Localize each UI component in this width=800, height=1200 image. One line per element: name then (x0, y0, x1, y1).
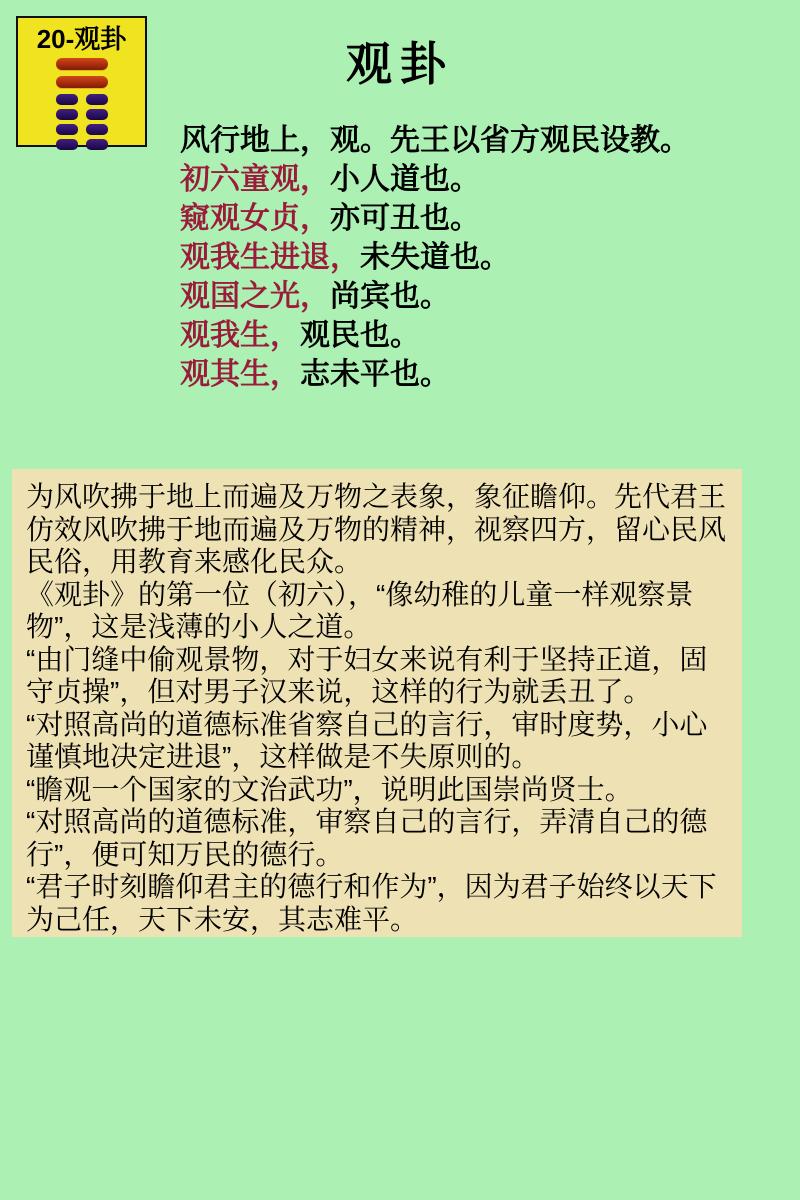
verse-line-body: 亦可丑也。 (330, 202, 480, 235)
verse-line-body: 观民也。 (300, 319, 420, 352)
hexagram-line-broken (56, 124, 108, 136)
hexagram-line-broken (56, 109, 108, 121)
verse-line (180, 316, 790, 355)
verse-line (180, 238, 790, 277)
verse-line-lead: 初六童观， (180, 163, 330, 196)
verse-line-body: 小人道也。 (330, 163, 480, 196)
verse-block (180, 121, 790, 394)
verse-line-lead: 观我生进退， (180, 241, 360, 274)
verse-line-lead: 窥观女贞， (180, 202, 330, 235)
verse-line-lead: 观其生， (180, 358, 300, 391)
explanation-box (12, 469, 742, 937)
verse-line-body: 志未平也。 (300, 358, 450, 391)
verse-line (180, 277, 790, 316)
verse-line (180, 160, 790, 199)
verse-line-lead: 观国之光， (180, 280, 330, 313)
verse-line (180, 121, 790, 160)
verse-line-body: 尚宾也。 (330, 280, 450, 313)
explanation-paragraph: 为风吹拂于地上而遍及万物之表象，象征瞻仰。先代君王仿效风吹拂于地而遍及万物的精神，视察四方，留心民风民俗，用教育来感化民众。 (26, 481, 727, 577)
verse-line (180, 199, 790, 238)
hexagram-badge-label: 20-观卦 (36, 24, 127, 54)
hexagram-line-broken (56, 94, 108, 106)
hexagram-line-broken (56, 139, 108, 151)
verse-line-body: 风行地上，观。先王以省方观民设教。 (180, 124, 690, 157)
explanation-paragraph: 《观卦》的第一位（初六），“像幼稚的儿童一样观察景物”，这是浅薄的小人之道。 (26, 578, 694, 642)
verse-line-body: 未失道也。 (360, 241, 510, 274)
explanation-paragraph: “对照高尚的道德标准，审察自己的言行，弄清自己的德行”，便可知万民的德行。 (26, 806, 708, 870)
page-title: 观卦 (346, 39, 454, 90)
explanation-paragraph: “对照高尚的道德标准省察自己的言行，审时度势，小心谨慎地决定进退”，这样做是不失原则的。 (26, 708, 708, 772)
verse-line (180, 355, 790, 394)
verse-line-lead: 观我生， (180, 319, 300, 352)
explanation-paragraph: “由门缝中偷观景物，对于妇女来说有利于坚持正道，固守贞操”，但对男子汉来说，这样的行为就丢丑了。 (26, 643, 708, 707)
explanation-paragraph: “瞻观一个国家的文治武功”，说明此国崇尚贤士。 (26, 773, 633, 805)
explanation-paragraph: “君子时刻瞻仰君主的德行和作为”，因为君子始终以天下为己任，天下未安，其志难平。 (26, 871, 717, 935)
